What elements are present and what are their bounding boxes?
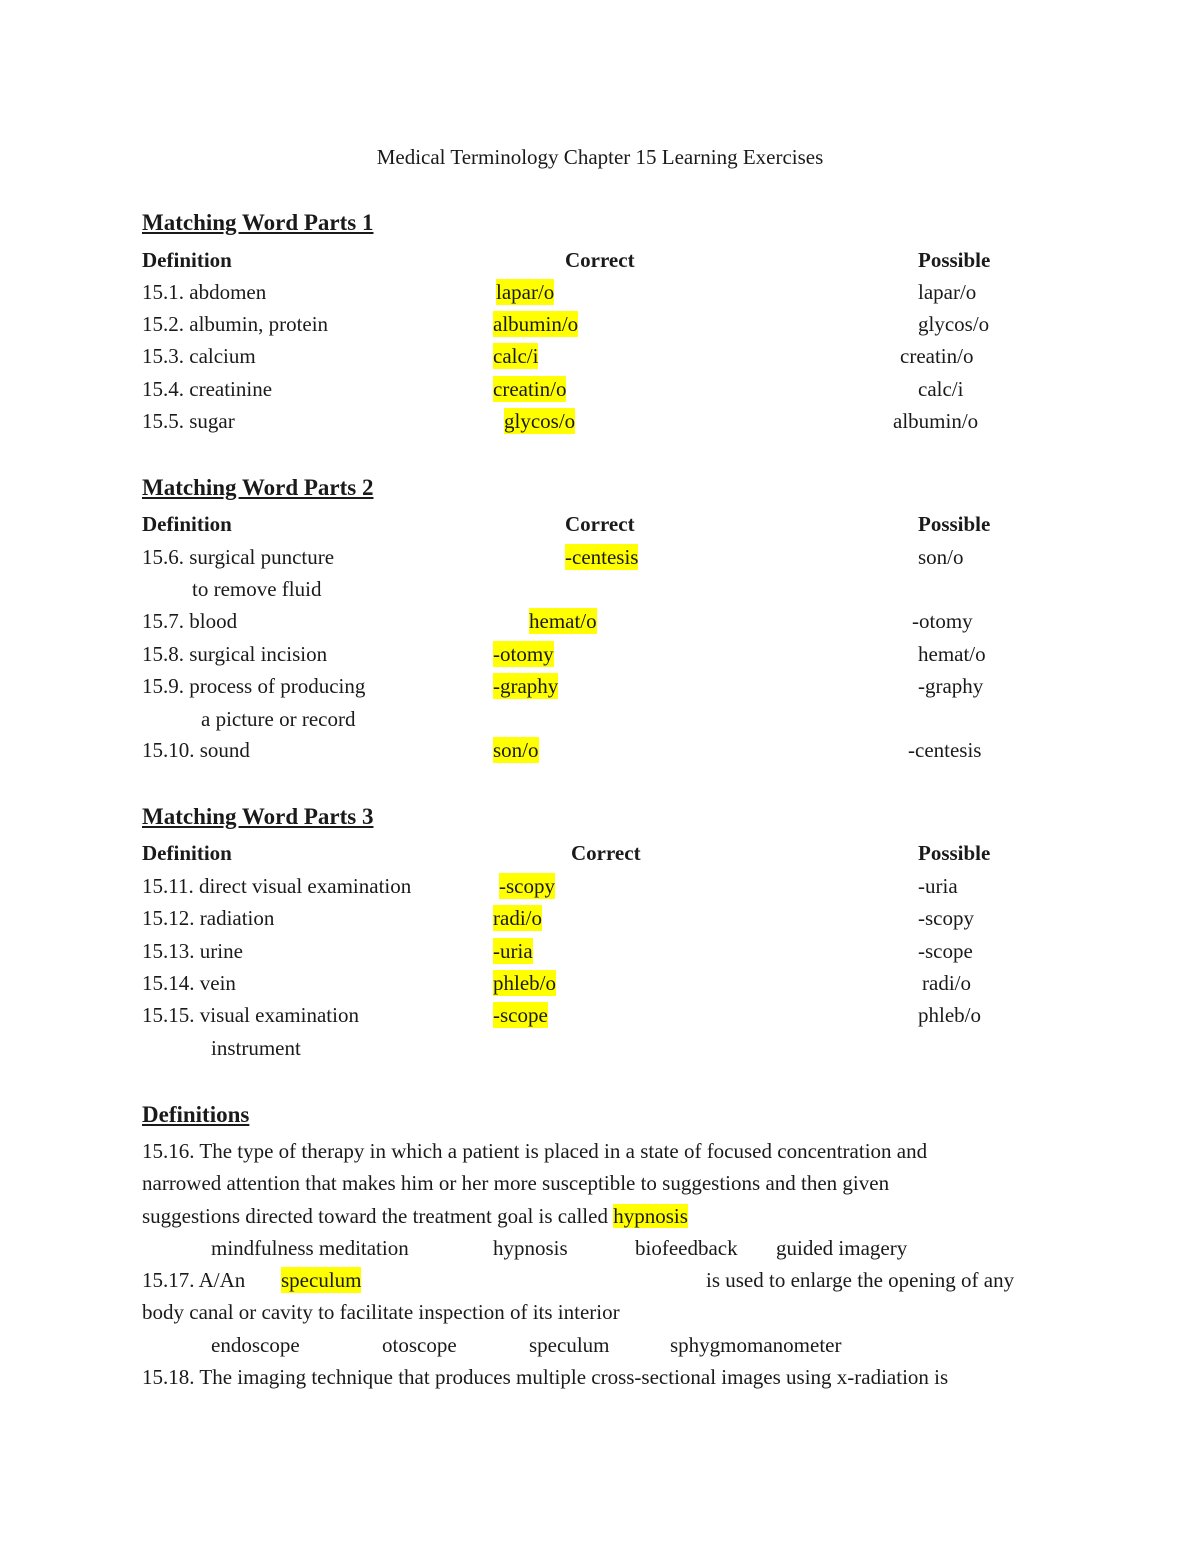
correct-answer: -otomy <box>493 642 554 666</box>
correct-answer: -scope <box>493 1003 548 1027</box>
definitions-heading: Definitions <box>142 1102 250 1127</box>
q17-option: endoscope <box>211 1333 300 1357</box>
section3-heading: Matching Word Parts 3 <box>142 804 374 829</box>
correct-answer: glycos/o <box>504 409 576 433</box>
col-header-possible: Possible <box>918 841 991 865</box>
correct-answer: albumin/o <box>493 312 579 336</box>
page-title: Medical Terminology Chapter 15 Learning Exercises <box>376 145 824 169</box>
definition-text: 15.4. creatinine <box>142 377 273 401</box>
possible-option: radi/o <box>922 971 971 995</box>
definition-text: 15.2. albumin, protein <box>142 312 329 336</box>
possible-option: -centesis <box>908 738 982 762</box>
col-header-possible: Possible <box>918 512 991 536</box>
definition-text: 15.5. sugar <box>142 409 235 433</box>
possible-option: -scopy <box>918 906 974 930</box>
possible-option: calc/i <box>918 377 964 401</box>
possible-option: hemat/o <box>918 642 986 666</box>
col-header-definition: Definition <box>142 512 232 536</box>
correct-answer: hemat/o <box>529 609 597 633</box>
definition-text: 15.9. process of producing <box>142 674 366 698</box>
possible-option: -scope <box>918 939 973 963</box>
definition-text: 15.11. direct visual examination <box>142 874 412 898</box>
definition-text: 15.7. blood <box>142 609 238 633</box>
correct-answer: calc/i <box>493 344 539 368</box>
correct-answer: creatin/o <box>493 377 567 401</box>
q17-option: otoscope <box>382 1333 457 1357</box>
q17-prefix: 15.17. A/An <box>142 1268 246 1292</box>
col-header-definition: Definition <box>142 248 232 272</box>
correct-answer: -scopy <box>499 874 555 898</box>
correct-answer: lapar/o <box>496 280 555 304</box>
definition-continuation: a picture or record <box>201 707 356 731</box>
q17-line2: body canal or cavity to facilitate inspection of its interior <box>142 1300 620 1324</box>
possible-option: -graphy <box>918 674 984 698</box>
correct-answer: son/o <box>493 738 539 762</box>
correct-answer: radi/o <box>493 906 542 930</box>
q16-line3-text: suggestions directed toward the treatment goal is called <box>142 1204 608 1228</box>
col-header-correct: Correct <box>565 512 635 536</box>
definition-text: 15.14. vein <box>142 971 236 995</box>
q16-answer: hypnosis <box>613 1204 688 1228</box>
definition-continuation: to remove fluid <box>192 577 322 601</box>
correct-answer: -centesis <box>565 545 639 569</box>
definition-text: 15.13. urine <box>142 939 243 963</box>
q16-line1: 15.16. The type of therapy in which a patient is placed in a state of focused concentration and <box>142 1139 928 1163</box>
q16-line2: narrowed attention that makes him or her more susceptible to suggestions and then given <box>142 1171 890 1195</box>
q16-option: mindfulness meditation <box>211 1236 409 1260</box>
correct-answer: phleb/o <box>493 971 556 995</box>
possible-option: phleb/o <box>918 1003 981 1027</box>
col-header-correct: Correct <box>571 841 641 865</box>
section1-heading: Matching Word Parts 1 <box>142 210 374 235</box>
definition-text: 15.1. abdomen <box>142 280 267 304</box>
col-header-correct: Correct <box>565 248 635 272</box>
definition-continuation: instrument <box>211 1036 301 1060</box>
possible-option: lapar/o <box>918 280 977 304</box>
q16-option: hypnosis <box>493 1236 568 1260</box>
definition-text: 15.10. sound <box>142 738 250 762</box>
q18-line1: 15.18. The imaging technique that produces multiple cross-sectional images using x-radiation is <box>142 1365 949 1389</box>
definition-text: 15.15. visual examination <box>142 1003 359 1027</box>
q16-line3 <box>142 1203 688 1229</box>
possible-option: glycos/o <box>918 312 990 336</box>
q17-answer: speculum <box>281 1268 362 1292</box>
possible-option: creatin/o <box>900 344 974 368</box>
definition-text: 15.3. calcium <box>142 344 256 368</box>
correct-answer: -graphy <box>493 674 559 698</box>
col-header-definition: Definition <box>142 841 232 865</box>
section2-heading: Matching Word Parts 2 <box>142 475 374 500</box>
q17-option: sphygmomanometer <box>670 1333 842 1357</box>
q16-option: biofeedback <box>635 1236 738 1260</box>
possible-option: albumin/o <box>893 409 979 433</box>
possible-option: -uria <box>918 874 958 898</box>
q17-suffix: is used to enlarge the opening of any <box>706 1268 1015 1292</box>
possible-option: -otomy <box>912 609 973 633</box>
q16-option: guided imagery <box>776 1236 908 1260</box>
definition-text: 15.8. surgical incision <box>142 642 328 666</box>
definition-text: 15.6. surgical puncture <box>142 545 335 569</box>
possible-option: son/o <box>918 545 964 569</box>
col-header-possible: Possible <box>918 248 991 272</box>
definition-text: 15.12. radiation <box>142 906 275 930</box>
q17-option: speculum <box>529 1333 610 1357</box>
correct-answer: -uria <box>493 939 533 963</box>
